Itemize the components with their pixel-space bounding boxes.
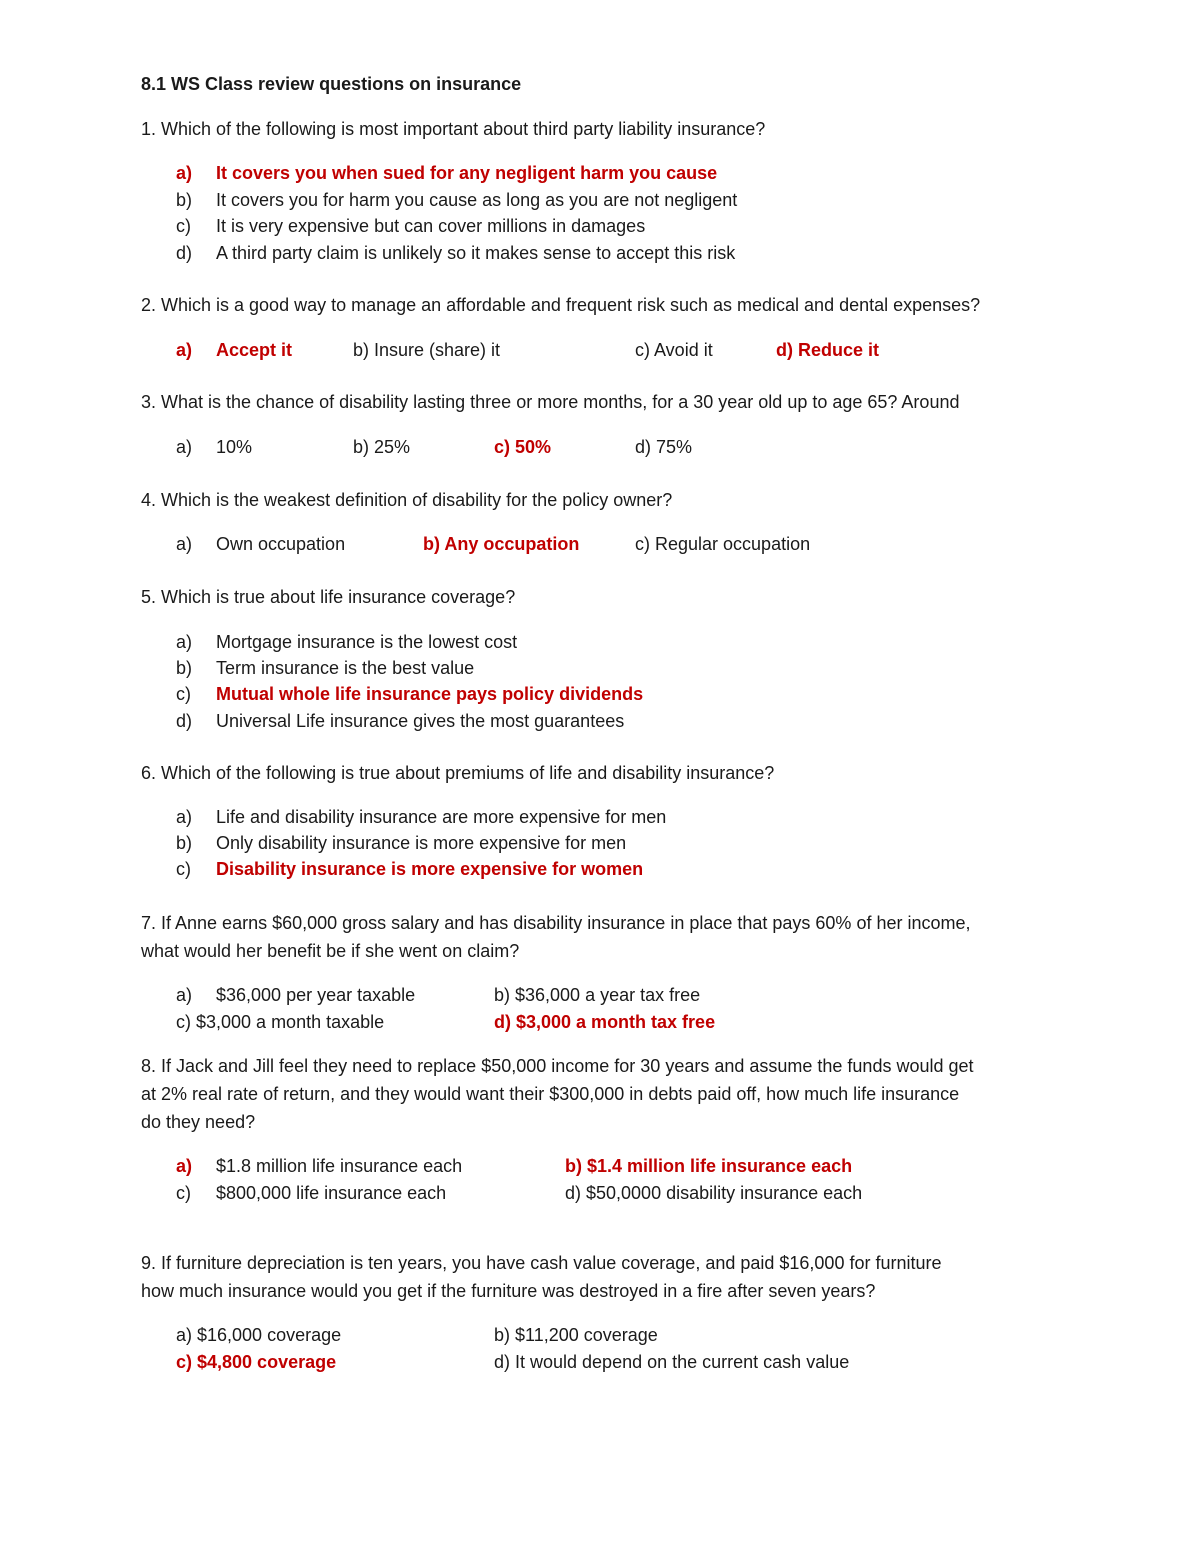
option-label: a) bbox=[176, 985, 193, 1005]
option-label: c) bbox=[176, 859, 191, 879]
q1-option-d bbox=[176, 241, 735, 265]
q8-option-b: b) $1.4 million life insurance each bbox=[565, 1156, 853, 1176]
q6-option-b bbox=[176, 831, 626, 855]
option-label: a) bbox=[176, 340, 193, 360]
question-7-line-1: 7. If Anne earns $60,000 gross salary and has disability insurance in place that pays 60% of her income, bbox=[141, 913, 971, 933]
option-label: b) bbox=[176, 833, 193, 853]
option-text: Accept it bbox=[216, 340, 293, 360]
option-text: Own occupation bbox=[216, 534, 346, 554]
q1-option-c bbox=[176, 214, 645, 238]
q7-option-a bbox=[176, 983, 415, 1007]
option-label: a) bbox=[176, 807, 193, 827]
option-text: $36,000 per year taxable bbox=[216, 985, 416, 1005]
question-9-line-1: 9. If furniture depreciation is ten years, you have cash value coverage, and paid $16,000 for furniture bbox=[141, 1253, 942, 1273]
option-text: $1.8 million life insurance each bbox=[216, 1156, 463, 1176]
option-label: a) bbox=[176, 632, 193, 652]
q6-option-c bbox=[176, 857, 643, 881]
option-label: c) bbox=[176, 216, 191, 236]
question-9-line-2: how much insurance would you get if the furniture was destroyed in a fire after seven years? bbox=[141, 1281, 876, 1301]
q7-option-b: b) $36,000 a year tax free bbox=[494, 985, 701, 1005]
option-text: Term insurance is the best value bbox=[216, 658, 475, 678]
question-7-line-2: what would her benefit be if she went on claim? bbox=[141, 941, 520, 961]
option-text: It covers you for harm you cause as long as you are not negligent bbox=[216, 190, 738, 210]
q9-option-d: d) It would depend on the current cash value bbox=[494, 1352, 850, 1372]
q1-option-a bbox=[176, 161, 717, 185]
q8-option-a bbox=[176, 1154, 462, 1178]
q4-option-c: c) Regular occupation bbox=[635, 534, 811, 554]
question-4: 4. Which is the weakest definition of disability for the policy owner? bbox=[141, 490, 673, 510]
option-label: d) bbox=[176, 711, 193, 731]
option-text: Mutual whole life insurance pays policy dividends bbox=[216, 684, 644, 704]
question-8-line-3: do they need? bbox=[141, 1112, 256, 1132]
q3-option-a bbox=[176, 435, 252, 459]
q5-option-d bbox=[176, 709, 624, 733]
q2-option-b: b) Insure (share) it bbox=[353, 340, 501, 360]
q7-option-c: c) $3,000 a month taxable bbox=[176, 1012, 385, 1032]
q9-option-b: b) $11,200 coverage bbox=[494, 1325, 658, 1345]
option-text: It is very expensive but can cover millions in damages bbox=[216, 216, 646, 236]
q3-option-c: c) 50% bbox=[494, 437, 552, 457]
q3-option-b: b) 25% bbox=[353, 437, 411, 457]
option-text: Disability insurance is more expensive for women bbox=[216, 859, 644, 879]
option-text: Only disability insurance is more expensive for men bbox=[216, 833, 627, 853]
option-text: $800,000 life insurance each bbox=[216, 1183, 447, 1203]
option-label: a) bbox=[176, 534, 193, 554]
q1-option-b bbox=[176, 188, 737, 212]
option-label: d) bbox=[176, 243, 193, 263]
q2-option-c: c) Avoid it bbox=[635, 340, 713, 360]
option-text: 10% bbox=[216, 437, 253, 457]
option-label: b) bbox=[176, 658, 193, 678]
q2-option-a bbox=[176, 338, 292, 362]
q6-option-a bbox=[176, 805, 666, 829]
question-3: 3. What is the chance of disability lasting three or more months, for a 30 year old up to age 65? Around bbox=[141, 392, 960, 412]
option-text: It covers you when sued for any negligent harm you cause bbox=[216, 163, 718, 183]
option-label: a) bbox=[176, 1156, 193, 1176]
option-label: a) bbox=[176, 437, 193, 457]
option-text: Mortgage insurance is the lowest cost bbox=[216, 632, 518, 652]
q4-option-a bbox=[176, 532, 345, 556]
q8-option-c bbox=[176, 1181, 446, 1205]
q2-option-d: d) Reduce it bbox=[776, 340, 880, 360]
q5-option-c bbox=[176, 682, 643, 706]
q9-option-a: a) $16,000 coverage bbox=[176, 1325, 342, 1345]
question-8-line-2: at 2% real rate of return, and they would want their $300,000 in debts paid off, how much life insurance bbox=[141, 1084, 960, 1104]
q7-option-d: d) $3,000 a month tax free bbox=[494, 1012, 716, 1032]
option-label: c) bbox=[176, 1183, 191, 1203]
q3-option-d: d) 75% bbox=[635, 437, 693, 457]
option-label: a) bbox=[176, 163, 193, 183]
question-2: 2. Which is a good way to manage an affordable and frequent risk such as medical and dental expenses? bbox=[141, 295, 981, 315]
q9-option-c: c) $4,800 coverage bbox=[176, 1352, 337, 1372]
q5-option-a bbox=[176, 630, 517, 654]
option-text: Universal Life insurance gives the most guarantees bbox=[216, 711, 625, 731]
option-text: Life and disability insurance are more expensive for men bbox=[216, 807, 667, 827]
option-text: A third party claim is unlikely so it makes sense to accept this risk bbox=[216, 243, 736, 263]
q5-option-b bbox=[176, 656, 474, 680]
q8-option-d: d) $50,0000 disability insurance each bbox=[565, 1183, 863, 1203]
question-1: 1. Which of the following is most important about third party liability insurance? bbox=[141, 119, 766, 139]
question-6: 6. Which of the following is true about premiums of life and disability insurance? bbox=[141, 763, 775, 783]
question-8-line-1: 8. If Jack and Jill feel they need to replace $50,000 income for 30 years and assume the funds would get bbox=[141, 1056, 974, 1076]
option-label: c) bbox=[176, 684, 191, 704]
option-label: b) bbox=[176, 190, 193, 210]
page-title: 8.1 WS Class review questions on insurance bbox=[141, 74, 522, 94]
question-5: 5. Which is true about life insurance coverage? bbox=[141, 587, 516, 607]
q4-option-b: b) Any occupation bbox=[423, 534, 580, 554]
